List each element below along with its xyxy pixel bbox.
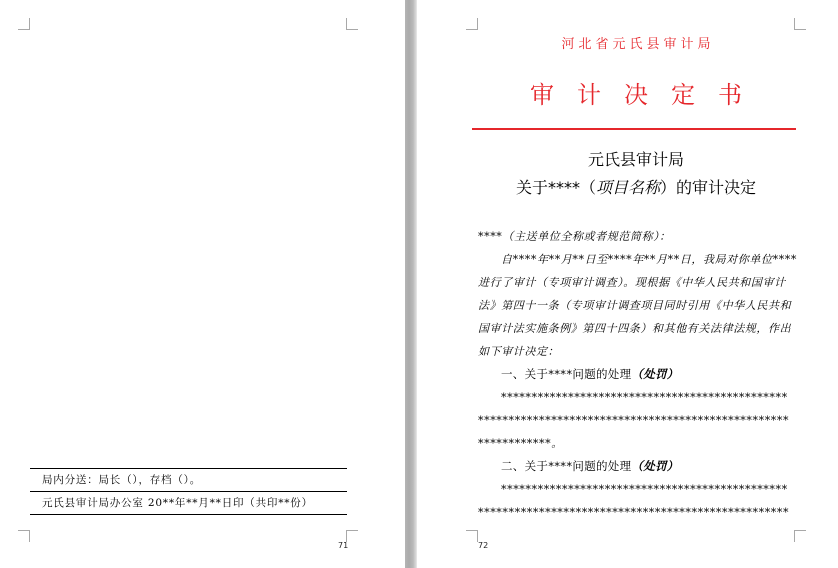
crop-mark-top-right bbox=[346, 18, 358, 30]
page-number: 72 bbox=[478, 541, 489, 550]
section-heading-text: 二、关于****问题的处理 bbox=[501, 459, 632, 473]
organization-name: 元氏县审计局 bbox=[587, 150, 684, 169]
distribution-table bbox=[30, 468, 347, 515]
section-content-line: *************************************************** bbox=[478, 414, 790, 427]
issuer-header: 河北省元氏县审计局 bbox=[561, 37, 715, 52]
section-content-line: *********************************************** bbox=[501, 483, 788, 496]
decision-body bbox=[478, 225, 818, 524]
intro-line: 国审计法实施条例》第四十四条）和其他有关法律法规，作出 bbox=[478, 322, 792, 335]
section-penalty-label: （处罚） bbox=[631, 367, 679, 381]
intro-line: 法》第四十一条（专项审计调查项目同时引用《中华人民共和 bbox=[478, 299, 792, 312]
distribution-line: 局内分送：局长（），存档（）。 bbox=[30, 469, 347, 492]
section-heading-text: 一、关于****问题的处理 bbox=[501, 367, 632, 381]
crop-mark-top-left bbox=[466, 18, 478, 30]
section-content-line: *********************************************** bbox=[501, 391, 788, 404]
section-heading-1 bbox=[478, 363, 818, 386]
intro-line: 如下审计决定： bbox=[478, 345, 560, 358]
page-71[interactable] bbox=[0, 0, 405, 568]
intro-line: 进行了审计（专项审计调查）。现根据《中华人民共和国审计 bbox=[478, 276, 786, 289]
section-heading-2 bbox=[478, 455, 818, 478]
page-72[interactable] bbox=[417, 0, 838, 568]
subject-suffix: ）的审计决定 bbox=[660, 178, 757, 197]
crop-mark-bottom-left bbox=[466, 530, 478, 542]
crop-mark-top-right bbox=[794, 18, 806, 30]
document-type-title: 审计决定书 bbox=[530, 81, 765, 109]
decision-subject-title bbox=[478, 177, 794, 199]
page-separator bbox=[405, 0, 417, 568]
section-penalty-label: （处罚） bbox=[631, 459, 679, 473]
subject-prefix: 关于****（ bbox=[515, 178, 596, 197]
crop-mark-top-left bbox=[18, 18, 30, 30]
crop-mark-bottom-left bbox=[18, 530, 30, 542]
red-header-rule bbox=[472, 128, 796, 130]
intro-line: 自****年**月**日至****年**月**日，我局对你单位**** bbox=[501, 253, 797, 266]
addressee-line: ****（主送单位全称或者规范简称）： bbox=[478, 230, 671, 243]
crop-mark-bottom-right bbox=[794, 530, 806, 542]
page-number: 71 bbox=[338, 541, 349, 550]
section-content-line: *************************************************** bbox=[478, 506, 790, 519]
print-info-line: 元氏县审计局办公室 20**年**月**日印（共印**份） bbox=[30, 492, 347, 515]
section-content-line: ************。 bbox=[478, 437, 563, 450]
subject-project-name: 项目名称 bbox=[595, 178, 660, 197]
